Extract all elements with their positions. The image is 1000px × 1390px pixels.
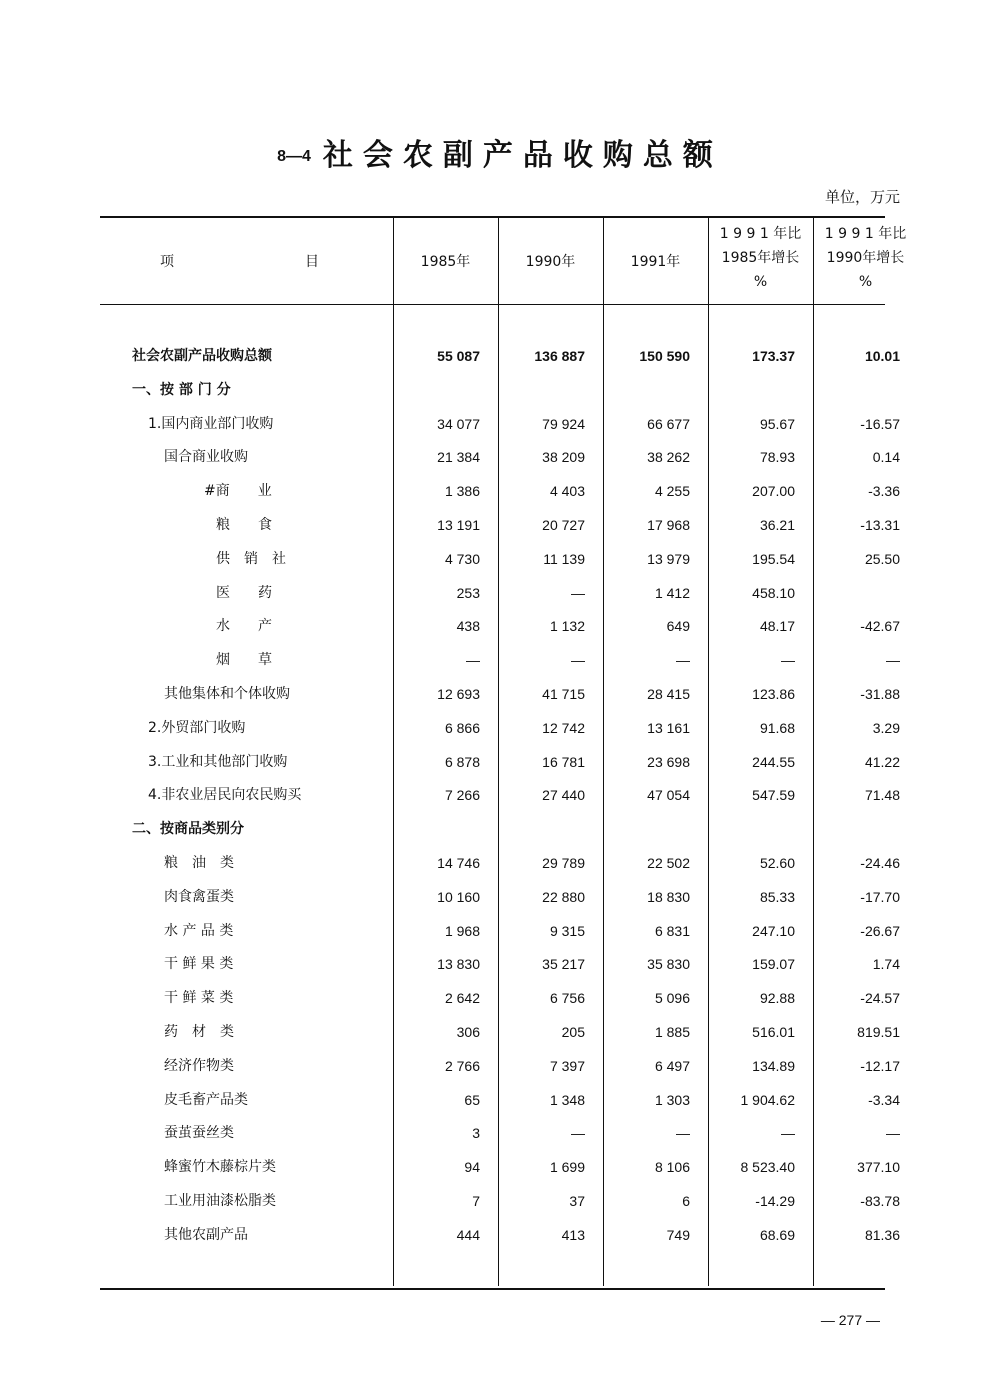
cell-value: 1 412: [654, 584, 690, 601]
row-label: 药 材 类: [164, 1024, 234, 1040]
bottom-rule: [100, 1288, 885, 1290]
cell-value: —: [676, 652, 690, 669]
cell-value: 27 440: [542, 787, 585, 804]
cell-value: —: [676, 1125, 690, 1142]
row-label: 医 药: [216, 584, 272, 601]
cell-value: 2 642: [444, 990, 480, 1007]
cell-value: 13 161: [647, 719, 690, 736]
cell-value: -42.67: [860, 618, 900, 635]
table-row: [100, 339, 900, 373]
row-label: 皮毛畜产品类: [164, 1091, 248, 1108]
cell-value: 18 830: [647, 888, 690, 905]
cell-value: 6 497: [654, 1057, 690, 1074]
cell-value: 94: [464, 1159, 480, 1176]
cell-value: 47 054: [647, 787, 690, 804]
row-label: 国合商业收购: [164, 449, 248, 466]
cell-value: 4 403: [549, 483, 585, 500]
row-label: 工业用油漆松脂类: [164, 1193, 276, 1209]
cell-value: 1 348: [549, 1091, 585, 1108]
row-label: 3.工业和其他部门收购: [148, 753, 288, 770]
cell-value: 34 077: [437, 415, 480, 432]
cell-value: 159.07: [752, 956, 795, 973]
cell-value: 68.69: [759, 1226, 795, 1243]
cell-value: 6 831: [654, 922, 690, 939]
cell-value: 123.86: [752, 686, 795, 702]
cell-value: 7: [472, 1193, 480, 1209]
cell-value: —: [466, 652, 480, 669]
page-number: — 277 —: [820, 1312, 880, 1328]
table-row: [100, 373, 885, 407]
header-rule: [100, 304, 885, 305]
cell-value: 306: [456, 1024, 480, 1040]
cell-value: 17 968: [647, 517, 690, 533]
row-label: 干 鲜 菜 类: [164, 990, 234, 1007]
cell-value: 136 887: [534, 348, 585, 364]
cell-value: 12 742: [542, 719, 585, 736]
cell-value: 0.14: [872, 449, 900, 466]
cell-value: 6: [682, 1193, 690, 1209]
cell-value: 2 766: [444, 1057, 480, 1074]
cell-value: 1 132: [549, 618, 585, 635]
cell-value: 14 746: [437, 855, 480, 871]
cell-value: 1 303: [654, 1091, 690, 1108]
row-label: 其他集体和个体收购: [164, 686, 290, 702]
table-row: [100, 778, 900, 812]
cell-value: 48.17: [759, 618, 795, 635]
cell-value: -31.88: [860, 686, 900, 702]
cell-value: 749: [666, 1226, 690, 1243]
cell-value: 547.59: [752, 787, 795, 804]
cell-value: 195.54: [752, 550, 795, 567]
cell-value: 22 880: [542, 888, 585, 905]
row-label: 1.国内商业部门收购: [148, 415, 274, 432]
table-title: 社会农副产品收购总额: [322, 138, 723, 173]
header-1991: 1991年: [630, 254, 681, 270]
cell-value: -16.57: [860, 415, 900, 432]
cell-value: 13 830: [437, 956, 480, 973]
cell-value: 6 866: [444, 719, 480, 736]
cell-value: 66 677: [647, 415, 690, 432]
cell-value: 8 106: [654, 1159, 690, 1176]
cell-value: 1.74: [872, 956, 900, 973]
cell-value: 23 698: [647, 753, 690, 770]
table-row: [100, 846, 900, 880]
cell-value: -24.46: [860, 855, 900, 871]
row-label: 2.外贸部门收购: [148, 719, 246, 736]
cell-value: 377.10: [857, 1159, 900, 1176]
table-row: [100, 1083, 900, 1117]
row-label: 粮 油 类: [164, 855, 234, 871]
cell-value: 1 386: [444, 483, 480, 500]
cell-value: -3.34: [868, 1091, 900, 1108]
cell-value: 4 255: [654, 483, 690, 500]
cell-value: —: [571, 1125, 585, 1142]
cell-value: 6 878: [444, 753, 480, 770]
cell-value: —: [571, 584, 585, 601]
row-label: 烟 草: [216, 652, 272, 669]
cell-value: 10.01: [864, 348, 900, 364]
table-row: [100, 677, 900, 711]
cell-value: 150 590: [639, 348, 690, 364]
cell-value: -83.78: [860, 1193, 900, 1209]
table-row: [100, 947, 900, 981]
table-row: [100, 542, 900, 576]
row-label: 经济作物类: [164, 1057, 234, 1074]
cell-value: 25.50: [864, 550, 900, 567]
cell-value: 10 160: [437, 888, 480, 905]
cell-value: 134.89: [752, 1057, 795, 1074]
header-item-1: 项: [160, 254, 174, 270]
top-rule: [100, 216, 885, 218]
cell-value: 78.93: [759, 449, 795, 466]
cell-value: -3.36: [868, 483, 900, 500]
cell-value: 85.33: [759, 888, 795, 905]
cell-value: 516.01: [752, 1024, 795, 1040]
cell-value: 8 523.40: [740, 1159, 795, 1176]
cell-value: 205: [561, 1024, 585, 1040]
cell-value: 413: [561, 1226, 585, 1243]
table-row: [100, 711, 900, 745]
table-number: 8—4: [277, 148, 311, 165]
row-label: 水 产: [216, 618, 272, 635]
cell-value: 81.36: [864, 1226, 900, 1243]
cell-value: 244.55: [752, 753, 795, 770]
table-row: [100, 643, 900, 677]
table-row: [100, 745, 900, 779]
cell-value: 41 715: [542, 686, 585, 702]
cell-value: 65: [464, 1091, 480, 1108]
cell-value: 79 924: [542, 415, 585, 432]
cell-value: 22 502: [647, 855, 690, 871]
cell-value: 247.10: [752, 922, 795, 939]
table-row: [100, 474, 900, 508]
cell-value: 7 397: [549, 1057, 585, 1074]
cell-value: 38 262: [647, 449, 690, 466]
cell-value: 13 191: [437, 517, 480, 533]
row-label: 蜂蜜竹木藤棕片类: [164, 1159, 276, 1176]
cell-value: —: [781, 652, 795, 669]
cell-value: 37: [569, 1193, 585, 1209]
cell-value: 173.37: [752, 348, 795, 364]
cell-value: 12 693: [437, 686, 480, 702]
cell-value: -14.29: [755, 1193, 795, 1209]
table-row: [100, 1049, 900, 1083]
cell-value: —: [886, 1125, 900, 1142]
cell-value: 29 789: [542, 855, 585, 871]
table-row: [100, 914, 900, 948]
header-1985: 1985年: [420, 254, 471, 270]
header-1990: 1990年: [525, 254, 576, 270]
cell-value: —: [886, 652, 900, 669]
cell-value: 21 384: [437, 449, 480, 466]
cell-value: 35 830: [647, 956, 690, 973]
cell-value: 1 968: [444, 922, 480, 939]
table-row: [100, 440, 900, 474]
cell-value: 1 904.62: [740, 1091, 795, 1108]
cell-value: 4 730: [444, 550, 480, 567]
cell-value: 38 209: [542, 449, 585, 466]
cell-value: 458.10: [752, 584, 795, 601]
row-label: 一、按 部 门 分: [132, 381, 231, 398]
cell-value: 6 756: [549, 990, 585, 1007]
cell-value: 41.22: [864, 753, 900, 770]
header-growth-1990: 1 9 9 1 年比 1990年增长 %: [824, 226, 907, 290]
cell-value: 71.48: [864, 787, 900, 804]
row-label: 4.非农业居民向农民购买: [148, 787, 302, 804]
cell-value: 3.29: [872, 719, 900, 736]
row-label: 社会农副产品收购总额: [132, 348, 272, 364]
cell-value: -12.17: [860, 1057, 900, 1074]
table-row: [100, 1150, 900, 1184]
row-label: #商 业: [204, 483, 272, 500]
cell-value: —: [571, 652, 585, 669]
table-row: [100, 609, 900, 643]
table-row: [100, 1015, 900, 1049]
cell-value: 1 885: [654, 1024, 690, 1040]
cell-value: 819.51: [857, 1024, 900, 1040]
cell-value: 35 217: [542, 956, 585, 973]
cell-value: -26.67: [860, 922, 900, 939]
row-label: 二、按商品类别分: [132, 821, 244, 838]
table-row: [100, 981, 900, 1015]
row-label: 肉食禽蛋类: [164, 888, 234, 905]
cell-value: 52.60: [759, 855, 795, 871]
cell-value: —: [781, 1125, 795, 1142]
cell-value: 20 727: [542, 517, 585, 533]
cell-value: 13 979: [647, 550, 690, 567]
cell-value: 95.67: [759, 415, 795, 432]
row-label: 粮 食: [216, 517, 272, 533]
header-growth-1985: 1 9 9 1 年比 1985年增长 %: [719, 226, 802, 290]
cell-value: -13.31: [860, 517, 900, 533]
cell-value: 55 087: [437, 348, 480, 364]
cell-value: 5 096: [654, 990, 690, 1007]
cell-value: 36.21: [759, 517, 795, 533]
cell-value: 11 139: [543, 550, 585, 567]
cell-value: -24.57: [860, 990, 900, 1007]
row-label: 干 鲜 果 类: [164, 956, 234, 973]
row-label: 蚕茧蚕丝类: [164, 1125, 234, 1142]
cell-value: 91.68: [759, 719, 795, 736]
table-row: [100, 812, 885, 846]
cell-value: 3: [472, 1125, 480, 1142]
page-title: [0, 130, 1000, 174]
header-item-2: 目: [305, 254, 319, 270]
table-row: [100, 1218, 900, 1252]
cell-value: 16 781: [542, 753, 585, 770]
row-label: 供 销 社: [216, 550, 286, 567]
table-row: [100, 576, 885, 610]
cell-value: 649: [666, 618, 690, 635]
table-row: [100, 508, 900, 542]
unit-label: 单位，万元: [824, 188, 900, 206]
table-row: [100, 880, 900, 914]
table-row: [100, 407, 900, 441]
table-row: [100, 1184, 900, 1218]
cell-value: 207.00: [752, 483, 795, 500]
cell-value: 1 699: [549, 1159, 585, 1176]
cell-value: 28 415: [647, 686, 690, 702]
row-label: 水 产 品 类: [164, 922, 234, 939]
cell-value: 92.88: [759, 990, 795, 1007]
table-row: [100, 1116, 900, 1150]
cell-value: 444: [456, 1226, 480, 1243]
cell-value: -17.70: [860, 888, 900, 905]
cell-value: 9 315: [549, 922, 585, 939]
cell-value: 7 266: [444, 787, 480, 804]
cell-value: 438: [456, 618, 480, 635]
cell-value: 253: [456, 584, 480, 601]
row-label: 其他农副产品: [164, 1226, 248, 1243]
